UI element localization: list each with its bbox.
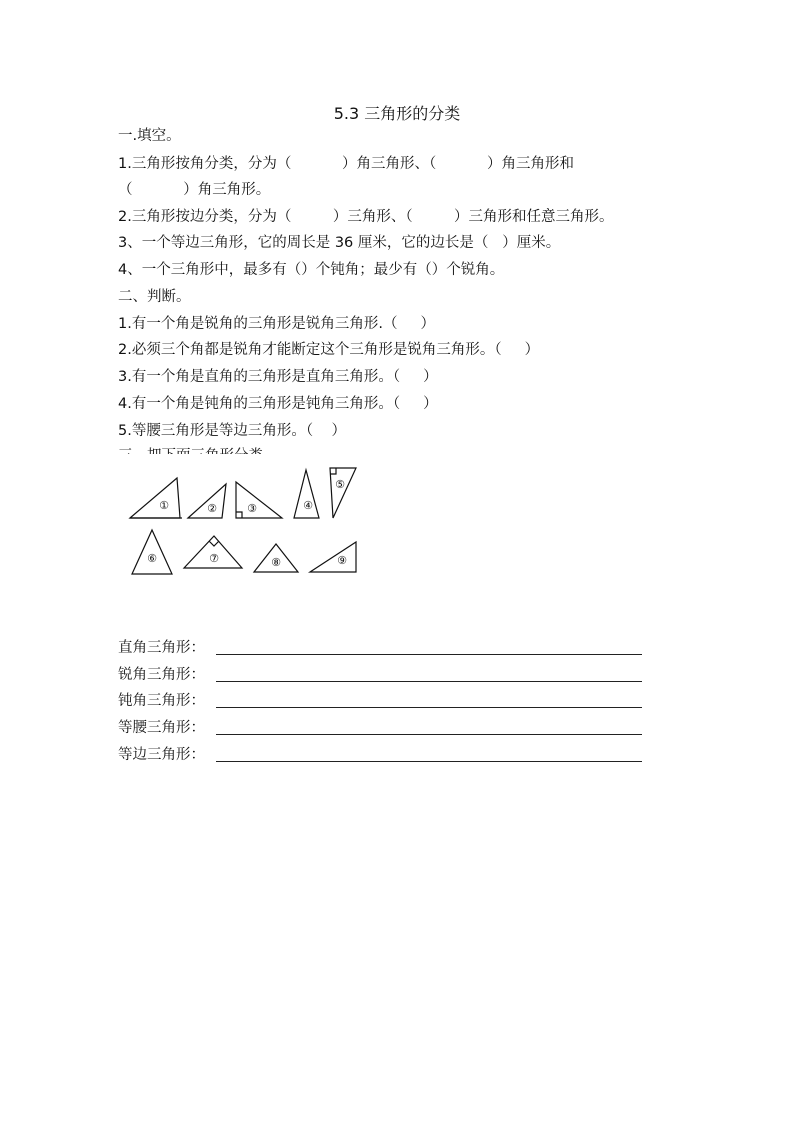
right-angle-mark-7	[209, 541, 219, 546]
triangle-9	[310, 542, 356, 572]
triangle-label-9: ⑨	[337, 554, 347, 567]
answer-row-isosceles	[118, 716, 648, 736]
answer-label-isosceles: 等腰三角形：	[118, 720, 205, 736]
triangle-label-8: ⑧	[271, 556, 281, 569]
answer-line-equilateral[interactable]	[216, 761, 642, 762]
judge-item-1: 1.有一个角是锐角的三角形是锐角三角形.（ ）	[118, 316, 435, 332]
triangle-label-4: ④	[303, 499, 313, 512]
answer-label-obtuse: 钝角三角形：	[118, 693, 205, 709]
section1-heading: 一.填空。	[118, 128, 181, 144]
triangle-label-3: ③	[247, 502, 257, 515]
question-4: 4、一个三角形中，最多有（）个钝角；最少有（）个锐角。	[118, 262, 505, 278]
page-title: 5.3 三角形的分类	[333, 104, 461, 123]
triangle-3	[236, 482, 282, 518]
triangle-5	[330, 468, 356, 518]
answer-line-acute[interactable]	[216, 681, 642, 682]
answer-row-equilateral	[118, 743, 648, 763]
triangle-1	[130, 478, 180, 518]
answer-row-right	[118, 636, 648, 656]
right-angle-mark-3	[236, 512, 242, 518]
answer-label-acute: 锐角三角形：	[118, 667, 205, 683]
triangle-label-1: ①	[159, 499, 169, 512]
question-2: 2.三角形按边分类，分为（ ）三角形、（ ）三角形和任意三角形。	[118, 209, 614, 225]
question-3: 3、一个等边三角形，它的周长是 36 厘米，它的边长是（ ）厘米。	[118, 235, 561, 251]
answer-row-acute	[118, 663, 648, 683]
answer-label-equilateral: 等边三角形：	[118, 747, 205, 763]
section2-heading: 二、判断。	[118, 289, 191, 305]
answer-line-obtuse[interactable]	[216, 707, 642, 708]
triangle-label-6: ⑥	[147, 552, 157, 565]
answer-row-obtuse	[118, 689, 648, 709]
question-1-line1: 1.三角形按角分类，分为（ ）角三角形、（ ）角三角形和	[118, 156, 574, 172]
answer-label-right: 直角三角形：	[118, 640, 205, 656]
answer-line-isosceles[interactable]	[216, 734, 642, 735]
judge-item-3: 3.有一个角是直角的三角形是直角三角形。（ ）	[118, 369, 438, 385]
answer-line-right[interactable]	[216, 654, 642, 655]
triangle-label-2: ②	[207, 502, 217, 515]
triangle-label-5: ⑤	[335, 478, 345, 491]
judge-item-4: 4.有一个角是钝角的三角形是钝角三角形。（ ）	[118, 396, 438, 412]
judge-item-2: 2.必须三个角都是锐角才能断定这个三角形是锐角三角形。（ ）	[118, 342, 540, 358]
judge-item-5: 5.等腰三角形是等边三角形。（ ）	[118, 423, 347, 439]
triangles-figure	[124, 462, 364, 580]
triangle-label-7: ⑦	[209, 552, 219, 565]
question-1-line2: （ ）角三角形。	[118, 182, 271, 198]
